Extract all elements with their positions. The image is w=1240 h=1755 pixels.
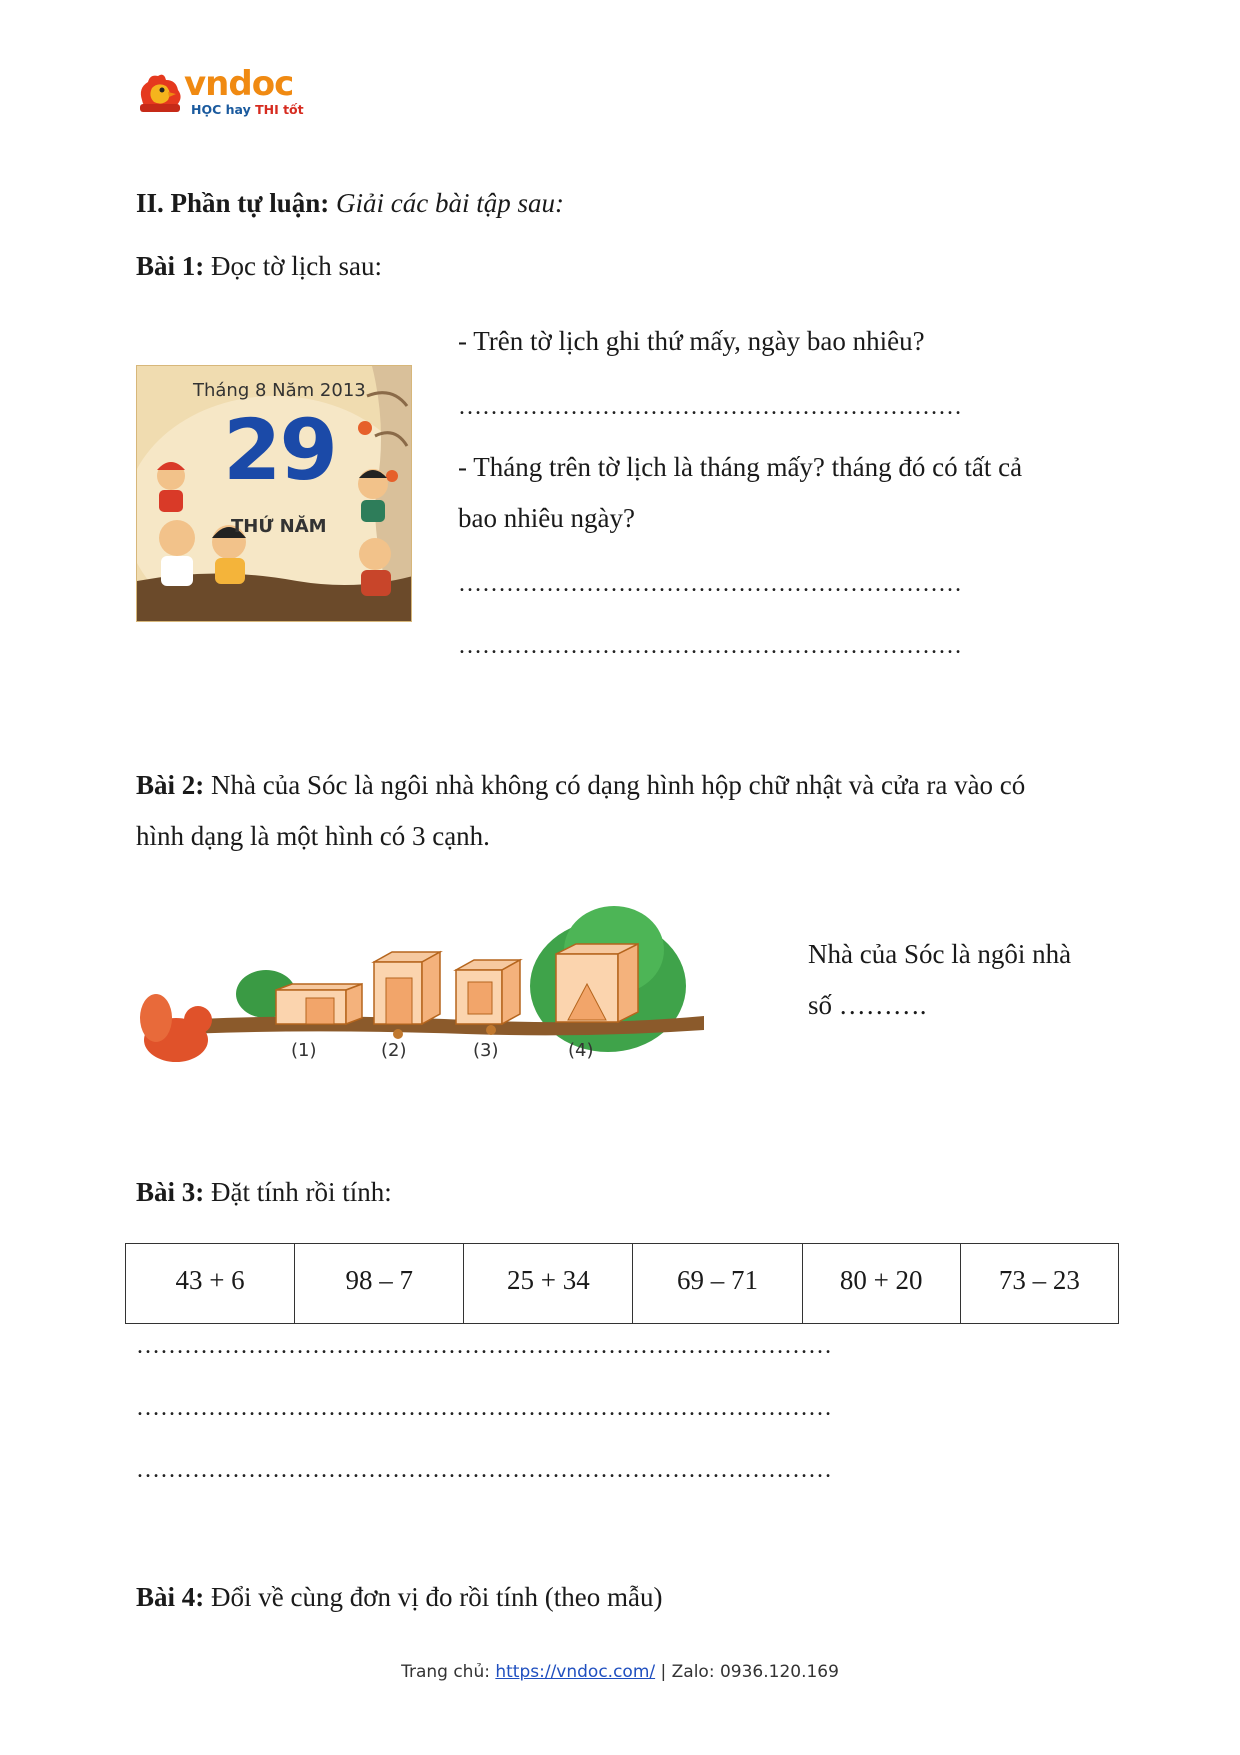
calendar-weekday: THỨ NĂM xyxy=(231,516,327,537)
slogan-part-2: THI tốt xyxy=(255,102,304,117)
bai2-answer-line-2[interactable]: số ………. xyxy=(808,990,927,1020)
bai1-answer-line-2[interactable]: ……………………………………………………… xyxy=(458,571,962,597)
calculation-table xyxy=(125,1243,1119,1324)
bai3-work-line-3[interactable]: …………………………………………………………………………… xyxy=(136,1457,832,1483)
calendar-day: 29 xyxy=(223,401,336,499)
page-footer xyxy=(0,1662,1240,1682)
brand-slogan xyxy=(191,102,304,117)
bai1-label: Bài 1: xyxy=(136,251,205,281)
house-label-4: (4) xyxy=(568,1040,594,1061)
calc-cell: 25 + 34 xyxy=(464,1244,633,1324)
bai1-answer-line-1[interactable]: ……………………………………………………… xyxy=(458,394,962,420)
brand-name: vndoc xyxy=(184,64,294,104)
vndoc-logo[interactable] xyxy=(136,64,306,124)
bai1-question-2-line-2: bao nhiêu ngày? xyxy=(458,503,635,533)
section-title-italic: Giải các bài tập sau: xyxy=(336,188,564,218)
houses-image xyxy=(136,890,704,1072)
bai2-label: Bài 2: xyxy=(136,770,205,800)
bai1-heading xyxy=(136,250,382,282)
footer-homepage-link[interactable]: https://vndoc.com/ xyxy=(495,1662,656,1682)
bai1-question-2-line-1: - Tháng trên tờ lịch là tháng mấy? tháng đó có tất cả xyxy=(458,452,1023,482)
bai4-heading xyxy=(136,1581,662,1613)
calc-cell: 69 – 71 xyxy=(633,1244,802,1324)
bai3-label: Bài 3: xyxy=(136,1177,205,1207)
bai3-heading xyxy=(136,1176,392,1208)
calendar-header: Tháng 8 Năm 2013 xyxy=(193,380,366,401)
bai3-work-line-1[interactable]: …………………………………………………………………………… xyxy=(136,1333,832,1359)
footer-zalo: | Zalo: 0936.120.169 xyxy=(655,1662,839,1682)
rooster-mascot-icon xyxy=(136,70,186,116)
bai4-text: Đổi về cùng đơn vị đo rồi tính (theo mẫu) xyxy=(211,1582,663,1612)
bai4-label: Bài 4: xyxy=(136,1582,205,1612)
calc-cell: 43 + 6 xyxy=(126,1244,295,1324)
table-row xyxy=(126,1244,1119,1324)
bai2-text-1: Nhà của Sóc là ngôi nhà không có dạng hình hộp chữ nhật và cửa ra vào có xyxy=(211,770,1026,800)
bai1-question-1: - Trên tờ lịch ghi thứ mấy, ngày bao nhiêu? xyxy=(458,326,925,356)
section-title-bold: II. Phần tự luận: xyxy=(136,188,330,218)
slogan-part-1: HỌC hay xyxy=(191,102,251,117)
bai1-answer-line-3[interactable]: ……………………………………………………… xyxy=(458,633,962,659)
calc-cell: 73 – 23 xyxy=(960,1244,1118,1324)
house-label-2: (2) xyxy=(381,1040,407,1061)
calc-cell: 98 – 7 xyxy=(295,1244,464,1324)
bai2-line-1 xyxy=(136,769,1025,801)
bai3-text: Đặt tính rồi tính: xyxy=(211,1177,392,1207)
bai3-work-line-2[interactable]: …………………………………………………………………………… xyxy=(136,1395,832,1421)
house-label-1: (1) xyxy=(291,1040,317,1061)
calc-cell: 80 + 20 xyxy=(802,1244,960,1324)
bai1-text: Đọc tờ lịch sau: xyxy=(211,251,383,281)
section-title xyxy=(136,187,564,219)
house-label-3: (3) xyxy=(473,1040,499,1061)
bai2-answer-line-1: Nhà của Sóc là ngôi nhà xyxy=(808,939,1072,969)
calendar-image xyxy=(136,365,412,622)
bai2-line-2: hình dạng là một hình có 3 cạnh. xyxy=(136,821,490,851)
footer-prefix: Trang chủ: xyxy=(401,1662,496,1682)
